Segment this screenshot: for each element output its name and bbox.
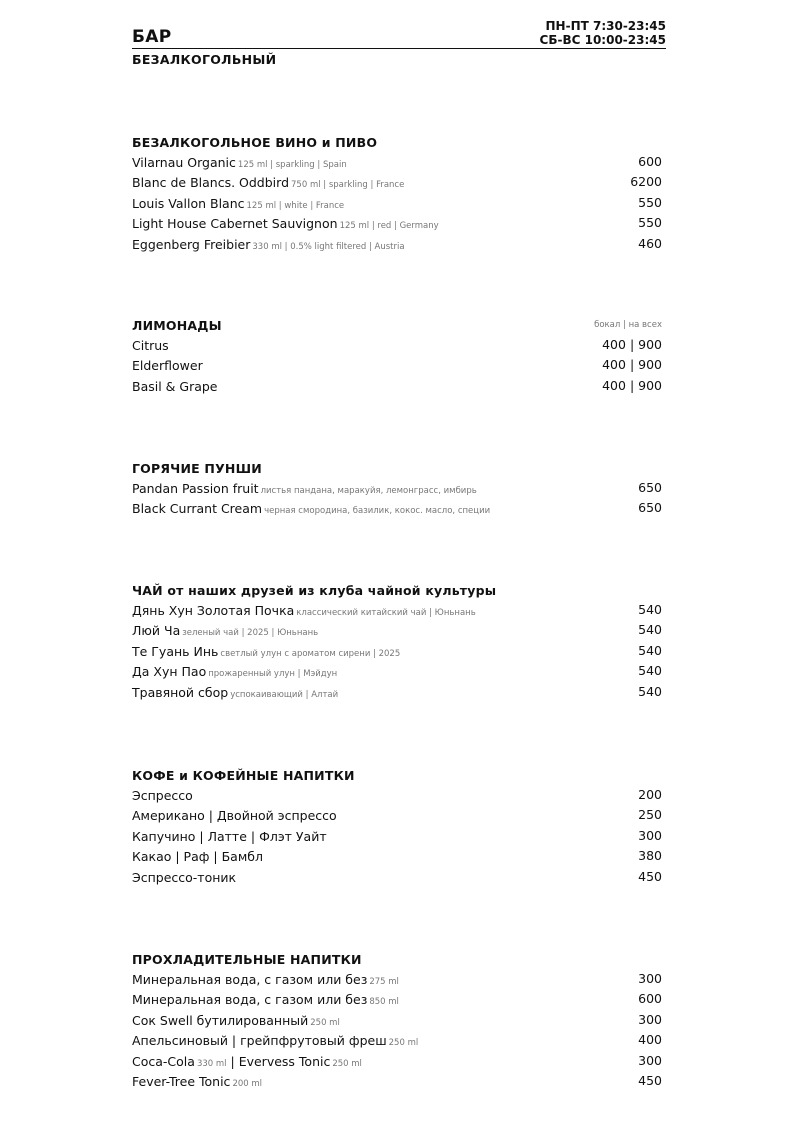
- menu-item: [132, 1030, 662, 1050]
- item-price: 400 | 900: [602, 357, 662, 373]
- item-details: 750 ml | sparkling | France: [291, 180, 405, 191]
- item-name: Eggenberg Freibier: [132, 236, 251, 252]
- item-details: черная смородина, базилик, кокос. масло, специи: [264, 506, 491, 517]
- item-name: Vilarnau Organic: [132, 155, 236, 170]
- menu-item: [132, 152, 662, 172]
- menu-section: [132, 765, 662, 887]
- item-price: 450: [638, 1072, 662, 1088]
- item-details: зеленый чай | 2025 | Юньнань: [182, 628, 319, 639]
- menu-item: [132, 969, 662, 989]
- item-details: 125 ml | red | Germany: [339, 221, 439, 232]
- item-name: Апельсиновый | грейпфрутовый фреш: [132, 1033, 387, 1049]
- item-name: Те Гуань Инь: [132, 643, 219, 659]
- section-header: [132, 132, 662, 152]
- item-details: 200 ml: [232, 1078, 263, 1089]
- item-details: 125 ml | sparkling | Spain: [237, 160, 347, 170]
- section-header: [132, 315, 662, 335]
- menu-item: [132, 193, 662, 213]
- item-details: 850 ml: [369, 997, 399, 1008]
- item-price: 450: [638, 868, 662, 884]
- section-title: КОФЕ и КОФЕЙНЫЕ НАПИТКИ: [132, 768, 355, 783]
- item-price: 6200: [630, 174, 662, 190]
- menu-item: [132, 1071, 662, 1091]
- item-details: 250 ml: [310, 1017, 340, 1028]
- item-price: 400 | 900: [602, 337, 662, 352]
- item-price: 400: [638, 1032, 662, 1048]
- item-price: 540: [638, 602, 662, 617]
- item-price: 300: [638, 1011, 662, 1027]
- item-details: 250 ml: [388, 1038, 419, 1049]
- item-details-secondary: 250 ml: [332, 1058, 362, 1069]
- section-title: ПРОХЛАДИТЕЛЬНЫЕ НАПИТКИ: [132, 952, 362, 967]
- item-name: Эспрессо: [132, 788, 193, 803]
- item-price: 380: [638, 848, 662, 864]
- item-name: Citrus: [132, 338, 169, 353]
- item-name: Black Currant Cream: [132, 501, 263, 517]
- menu-item: [132, 600, 662, 620]
- opening-hours: [540, 19, 666, 47]
- item-name: Blanc de Blancs. Oddbird: [132, 175, 290, 191]
- item-price: 460: [638, 235, 662, 251]
- menu-section: [132, 949, 662, 1091]
- item-name: Капучино | Латте | Флэт Уайт: [132, 828, 327, 844]
- hours-weekend: СБ-ВС 10:00-23:45: [539, 33, 666, 47]
- item-price: 650: [638, 480, 662, 495]
- item-price: 540: [638, 663, 662, 679]
- item-price: 300: [638, 827, 662, 843]
- section-header: [132, 765, 662, 785]
- item-price: 550: [638, 215, 662, 231]
- page-subtitle: БЕЗАЛКОГОЛЬНЫЙ: [132, 52, 277, 67]
- item-price: 650: [638, 500, 662, 516]
- menu-header: [132, 18, 666, 49]
- menu-section: [132, 580, 662, 702]
- menu-section: [132, 132, 662, 254]
- item-name: Louis Vallon Blanc: [132, 195, 245, 211]
- item-details: 125 ml | white | France: [246, 200, 345, 211]
- section-header: [132, 580, 662, 600]
- item-name: Эспрессо-тоник: [132, 869, 237, 885]
- item-price: 300: [638, 971, 662, 986]
- menu-item: [132, 1010, 662, 1030]
- item-details: 275 ml: [369, 977, 399, 987]
- item-details: 330 ml | 0.5% light filtered | Austria: [252, 241, 405, 252]
- item-name: Basil & Grape: [132, 378, 218, 394]
- item-name: Люй Ча: [132, 623, 181, 639]
- menu-item: [132, 682, 662, 702]
- item-name: Light House Cabernet Sauvignon: [132, 216, 338, 232]
- menu-item: [132, 661, 662, 681]
- section-header: [132, 949, 662, 969]
- item-price: 300: [638, 1052, 662, 1068]
- menu-item: [132, 335, 662, 355]
- item-name: Минеральная вода, с газом или без: [132, 992, 368, 1008]
- item-name-secondary: | Evervess Tonic: [230, 1053, 331, 1069]
- menu-item: [132, 172, 662, 192]
- section-title: ЧАЙ от наших друзей из клуба чайной культуры: [132, 583, 497, 598]
- menu-item: [132, 846, 662, 866]
- item-name: Да Хун Пао: [132, 664, 207, 680]
- item-name: Сок Swell бутилированный: [132, 1012, 309, 1028]
- hours-weekdays: ПН-ПТ 7:30-23:45: [545, 19, 666, 33]
- item-price: 550: [638, 194, 662, 210]
- item-price: 250: [638, 807, 662, 823]
- menu-item: [132, 785, 662, 805]
- item-price: 400 | 900: [602, 377, 662, 393]
- item-name: Минеральная вода, с газом или без: [132, 972, 368, 987]
- menu-item: [132, 376, 662, 396]
- menu-item: [132, 355, 662, 375]
- section-title: ЛИМОНАДЫ: [132, 318, 222, 333]
- item-details: успокаивающий | Алтай: [230, 689, 339, 700]
- item-price: 600: [638, 154, 662, 169]
- menu-item: [132, 989, 662, 1009]
- item-name: Травяной сбор: [132, 684, 229, 700]
- menu-item: [132, 805, 662, 825]
- menu-item: [132, 213, 662, 233]
- menu-item: [132, 620, 662, 640]
- section-header: [132, 458, 662, 478]
- menu-item: [132, 1051, 662, 1071]
- section-title: БЕЗАЛКОГОЛЬНОЕ ВИНО и ПИВО: [132, 135, 378, 150]
- page-title: БАР: [132, 27, 172, 47]
- item-details: светлый улун с ароматом сирени | 2025: [220, 648, 401, 659]
- menu-item: [132, 498, 662, 518]
- item-name: Pandan Passion fruit: [132, 481, 259, 496]
- section-note: бокал | на всех: [594, 320, 662, 330]
- item-price: 200: [638, 787, 662, 802]
- item-price: 540: [638, 622, 662, 638]
- menu-section: [132, 315, 662, 396]
- item-name: Какао | Раф | Бамбл: [132, 849, 263, 865]
- item-price: 540: [638, 642, 662, 658]
- item-name: Elderflower: [132, 358, 203, 374]
- section-title: ГОРЯЧИЕ ПУНШИ: [132, 461, 262, 476]
- menu-section: [132, 458, 662, 519]
- item-details: прожаренный улун | Мэйдун: [208, 669, 338, 680]
- menu-item: [132, 641, 662, 661]
- menu-item: [132, 234, 662, 254]
- item-name: Coca-Cola: [132, 1053, 195, 1069]
- item-details: классический китайский чай | Юньнань: [296, 608, 476, 618]
- item-name: Fever-Tree Tonic: [132, 1073, 231, 1089]
- item-price: 540: [638, 683, 662, 699]
- menu-item: [132, 826, 662, 846]
- item-details: 330 ml: [196, 1058, 227, 1069]
- item-name: Американо | Двойной эспрессо: [132, 808, 337, 824]
- item-name: Дянь Хун Золотая Почка: [132, 603, 295, 618]
- menu-item: [132, 867, 662, 887]
- menu-item: [132, 478, 662, 498]
- item-price: 600: [638, 991, 662, 1007]
- item-details: листья пандана, маракуйя, лемонграсс, имбирь: [260, 486, 477, 496]
